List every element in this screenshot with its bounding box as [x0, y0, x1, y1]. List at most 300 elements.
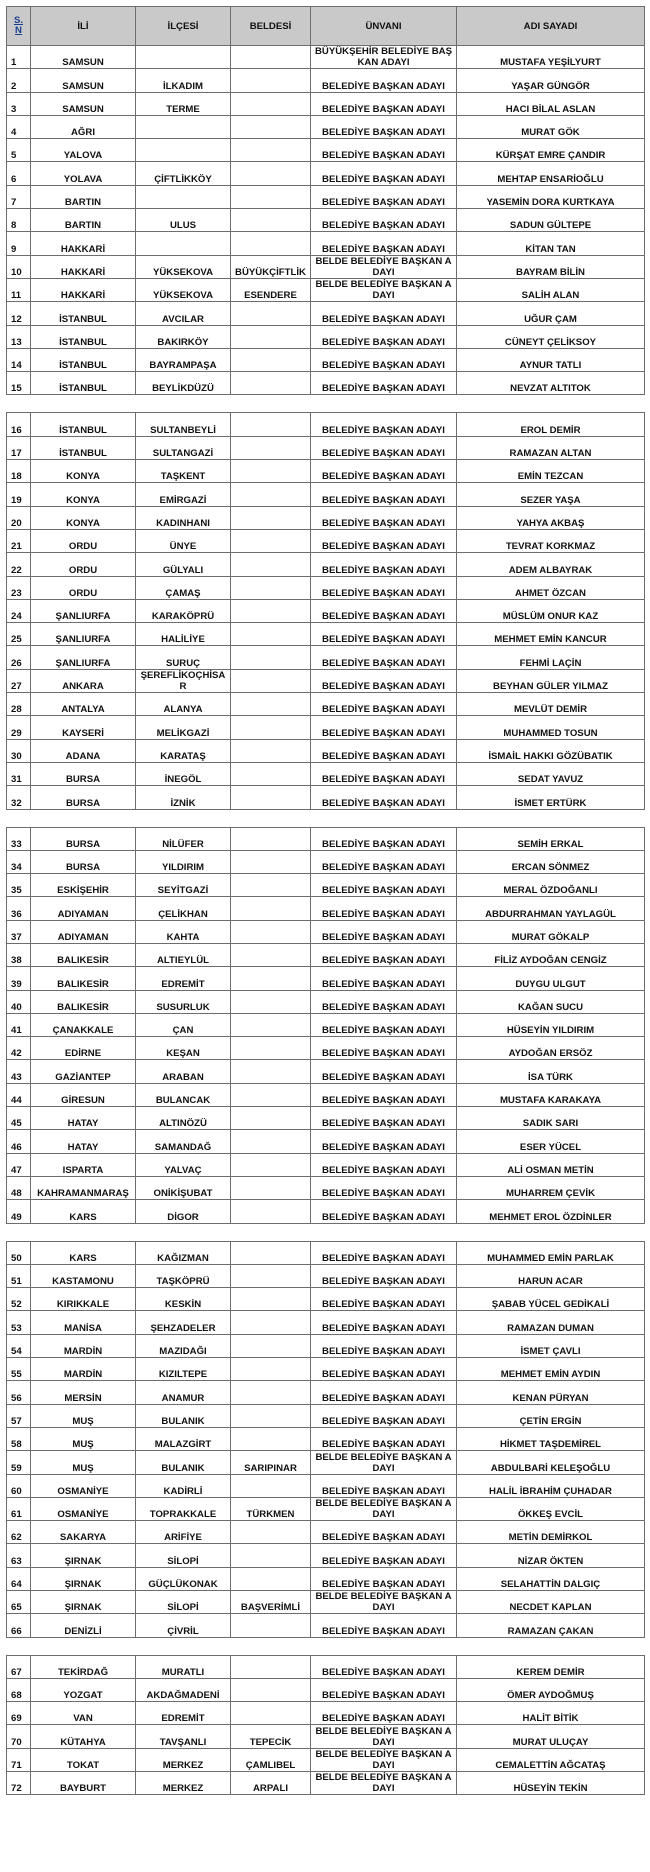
cell-il: İSTANBUL [31, 348, 136, 371]
cell-il: OSMANİYE [31, 1497, 136, 1520]
cell-il: ADANA [31, 739, 136, 762]
cell-belde [231, 1311, 311, 1334]
cell-ad: İSMET ÇAVLI [457, 1334, 645, 1357]
cell-belde [231, 460, 311, 483]
cell-ilce: KESKİN [136, 1288, 231, 1311]
cell-ilce: GÜÇLÜKONAK [136, 1567, 231, 1590]
cell-ilce: MALAZGİRT [136, 1427, 231, 1450]
cell-ad: BEYHAN GÜLER YILMAZ [457, 669, 645, 692]
cell-ad: MUSTAFA YEŞİLYURT [457, 46, 645, 69]
cell-ad: MURAT GÖKALP [457, 920, 645, 943]
cell-no: 25 [7, 623, 31, 646]
cell-ad: KEREM DEMİR [457, 1655, 645, 1678]
cell-unvan: BELEDİYE BAŞKAN ADAYI [311, 162, 457, 185]
cell-ilce: TOPRAKKALE [136, 1497, 231, 1520]
cell-belde [231, 1381, 311, 1404]
cell-no: 5 [7, 139, 31, 162]
cell-unvan: BELEDİYE BAŞKAN ADAYI [311, 348, 457, 371]
cell-il: BALIKESİR [31, 967, 136, 990]
cell-il: BALIKESİR [31, 990, 136, 1013]
cell-unvan: BELEDİYE BAŞKAN ADAYI [311, 874, 457, 897]
cell-ilce: KEŞAN [136, 1037, 231, 1060]
table-row [7, 967, 645, 990]
cell-belde [231, 1013, 311, 1036]
cell-ad: UĞUR ÇAM [457, 302, 645, 325]
cell-ad: SADUN GÜLTEPE [457, 209, 645, 232]
cell-no: 26 [7, 646, 31, 669]
cell-ilce [136, 139, 231, 162]
cell-ad: HARUN ACAR [457, 1264, 645, 1287]
cell-no: 7 [7, 185, 31, 208]
cell-belde [231, 506, 311, 529]
cell-no: 71 [7, 1748, 31, 1771]
cell-ilce: TAŞKÖPRÜ [136, 1264, 231, 1287]
header-ilce: İLÇESİ [136, 7, 231, 46]
cell-ad: EMİN TEZCAN [457, 460, 645, 483]
cell-il: MARDİN [31, 1334, 136, 1357]
table-row [7, 278, 645, 301]
cell-belde [231, 209, 311, 232]
cell-belde [231, 967, 311, 990]
cell-no: 53 [7, 1311, 31, 1334]
cell-unvan: BELDE BELEDİYE BAŞKAN ADAYI [311, 1725, 457, 1748]
cell-il: ŞANLIURFA [31, 623, 136, 646]
cell-belde [231, 1288, 311, 1311]
cell-il: HAKKARİ [31, 232, 136, 255]
header-sira-no [7, 7, 31, 46]
cell-ilce: ARABAN [136, 1060, 231, 1083]
cell-no: 10 [7, 255, 31, 278]
cell-unvan: BELEDİYE BAŞKAN ADAYI [311, 413, 457, 436]
cell-il: KONYA [31, 506, 136, 529]
table-row [7, 1772, 645, 1795]
table-row [7, 529, 645, 552]
table-row [7, 897, 645, 920]
table-row [7, 1678, 645, 1701]
cell-il: ISPARTA [31, 1153, 136, 1176]
table-row [7, 1060, 645, 1083]
cell-no: 33 [7, 827, 31, 850]
cell-no: 34 [7, 850, 31, 873]
cell-il: KAYSERİ [31, 716, 136, 739]
table-row [7, 1381, 645, 1404]
cell-ad: MUSTAFA KARAKAYA [457, 1083, 645, 1106]
cell-no: 63 [7, 1544, 31, 1567]
cell-il: TEKİRDAĞ [31, 1655, 136, 1678]
cell-ad: ADEM ALBAYRAK [457, 553, 645, 576]
cell-ilce: DİGOR [136, 1200, 231, 1223]
cell-il: BURSA [31, 850, 136, 873]
cell-belde [231, 1521, 311, 1544]
cell-il: ESKİŞEHİR [31, 874, 136, 897]
cell-unvan: BELEDİYE BAŞKAN ADAYI [311, 1334, 457, 1357]
cell-no: 8 [7, 209, 31, 232]
cell-ad: ÇETİN ERGİN [457, 1404, 645, 1427]
cell-unvan: BELDE BELEDİYE BAŞKAN ADAYI [311, 278, 457, 301]
cell-ilce: AKDAĞMADENİ [136, 1678, 231, 1701]
table-row [7, 599, 645, 622]
cell-ilce: TAŞKENT [136, 460, 231, 483]
cell-ad: ÖMER AYDOĞMUŞ [457, 1678, 645, 1701]
cell-ad: ABDURRAHMAN YAYLAGÜL [457, 897, 645, 920]
cell-ilce: YILDIRIM [136, 850, 231, 873]
cell-unvan: BELEDİYE BAŞKAN ADAYI [311, 1083, 457, 1106]
cell-il: BAYBURT [31, 1772, 136, 1795]
cell-no: 58 [7, 1427, 31, 1450]
cell-unvan: BELEDİYE BAŞKAN ADAYI [311, 1404, 457, 1427]
cell-ad: FİLİZ AYDOĞAN CENGİZ [457, 943, 645, 966]
table-row [7, 436, 645, 459]
cell-unvan: BELEDİYE BAŞKAN ADAYI [311, 483, 457, 506]
cell-unvan: BELEDİYE BAŞKAN ADAYI [311, 786, 457, 809]
cell-il: KARS [31, 1241, 136, 1264]
cell-il: İSTANBUL [31, 372, 136, 395]
cell-unvan: BELDE BELEDİYE BAŞKAN ADAYI [311, 1591, 457, 1614]
cell-il: ANKARA [31, 669, 136, 692]
cell-ilce: KADİRLİ [136, 1474, 231, 1497]
cell-belde [231, 1544, 311, 1567]
cell-ilce [136, 115, 231, 138]
table-row [7, 850, 645, 873]
table-row [7, 990, 645, 1013]
cell-il: HATAY [31, 1107, 136, 1130]
table-row [7, 162, 645, 185]
cell-ad: ABDULBARİ KELEŞOĞLU [457, 1451, 645, 1474]
cell-belde [231, 139, 311, 162]
cell-no: 66 [7, 1614, 31, 1637]
section-gap [7, 395, 645, 413]
cell-ad: MUHARREM ÇEVİK [457, 1176, 645, 1199]
cell-unvan: BELEDİYE BAŞKAN ADAYI [311, 209, 457, 232]
cell-ad: MURAT ULUÇAY [457, 1725, 645, 1748]
cell-unvan: BELEDİYE BAŞKAN ADAYI [311, 1702, 457, 1725]
cell-ad: MEHMET EMİN KANCUR [457, 623, 645, 646]
cell-il: SAMSUN [31, 69, 136, 92]
cell-ilce: ŞEHZADELER [136, 1311, 231, 1334]
cell-no: 23 [7, 576, 31, 599]
candidate-list-document [6, 6, 644, 1795]
cell-ilce: İLKADIM [136, 69, 231, 92]
table-row [7, 943, 645, 966]
cell-belde [231, 920, 311, 943]
table-row [7, 693, 645, 716]
cell-no: 68 [7, 1678, 31, 1701]
cell-belde [231, 827, 311, 850]
cell-belde: ARPALI [231, 1772, 311, 1795]
cell-belde [231, 1107, 311, 1130]
cell-belde [231, 1241, 311, 1264]
cell-belde [231, 436, 311, 459]
cell-belde [231, 529, 311, 552]
cell-ad: KİTAN TAN [457, 232, 645, 255]
cell-unvan: BELEDİYE BAŞKAN ADAYI [311, 669, 457, 692]
section-gap [7, 809, 645, 827]
cell-unvan: BELEDİYE BAŞKAN ADAYI [311, 1655, 457, 1678]
cell-ad: İSMET ERTÜRK [457, 786, 645, 809]
cell-ilce: MURATLI [136, 1655, 231, 1678]
cell-il: KARS [31, 1200, 136, 1223]
cell-ilce: ANAMUR [136, 1381, 231, 1404]
cell-no: 56 [7, 1381, 31, 1404]
cell-ilce: BULANIK [136, 1404, 231, 1427]
cell-belde [231, 850, 311, 873]
cell-il: HATAY [31, 1130, 136, 1153]
cell-ad: MUHAMMED TOSUN [457, 716, 645, 739]
cell-ad: ŞABAB YÜCEL GEDİKALİ [457, 1288, 645, 1311]
cell-ad: MUHAMMED EMİN PARLAK [457, 1241, 645, 1264]
cell-ilce: KARATAŞ [136, 739, 231, 762]
cell-belde [231, 1037, 311, 1060]
cell-il: VAN [31, 1702, 136, 1725]
cell-il: HAKKARİ [31, 255, 136, 278]
cell-no: 62 [7, 1521, 31, 1544]
cell-belde [231, 943, 311, 966]
cell-ad: YASEMİN DORA KURTKAYA [457, 185, 645, 208]
cell-no: 51 [7, 1264, 31, 1287]
cell-unvan: BELEDİYE BAŞKAN ADAYI [311, 1474, 457, 1497]
cell-belde: BAŞVERİMLİ [231, 1591, 311, 1614]
cell-ilce: İNEGÖL [136, 762, 231, 785]
cell-ad: YAHYA AKBAŞ [457, 506, 645, 529]
cell-no: 72 [7, 1772, 31, 1795]
cell-unvan: BELEDİYE BAŞKAN ADAYI [311, 302, 457, 325]
cell-belde [231, 1083, 311, 1106]
cell-no: 57 [7, 1404, 31, 1427]
cell-il: ŞIRNAK [31, 1567, 136, 1590]
table-row [7, 762, 645, 785]
cell-no: 1 [7, 46, 31, 69]
cell-belde [231, 185, 311, 208]
table-row [7, 1544, 645, 1567]
cell-no: 11 [7, 278, 31, 301]
table-row [7, 1591, 645, 1614]
cell-ilce: ARİFİYE [136, 1521, 231, 1544]
cell-ad: CÜNEYT ÇELİKSOY [457, 325, 645, 348]
cell-ad: HÜSEYİN TEKİN [457, 1772, 645, 1795]
cell-belde [231, 92, 311, 115]
cell-il: MUŞ [31, 1451, 136, 1474]
table-row [7, 506, 645, 529]
gap-cell [7, 1637, 645, 1655]
cell-il: ORDU [31, 553, 136, 576]
cell-no: 42 [7, 1037, 31, 1060]
cell-unvan: BELEDİYE BAŞKAN ADAYI [311, 739, 457, 762]
cell-ilce: SEYİTGAZİ [136, 874, 231, 897]
cell-il: YOZGAT [31, 1678, 136, 1701]
cell-belde [231, 1358, 311, 1381]
cell-no: 32 [7, 786, 31, 809]
cell-no: 6 [7, 162, 31, 185]
cell-ad: MURAT GÖK [457, 115, 645, 138]
cell-il: GİRESUN [31, 1083, 136, 1106]
cell-belde [231, 990, 311, 1013]
cell-unvan: BELEDİYE BAŞKAN ADAYI [311, 646, 457, 669]
cell-unvan: BELEDİYE BAŞKAN ADAYI [311, 1311, 457, 1334]
cell-unvan: BELEDİYE BAŞKAN ADAYI [311, 1107, 457, 1130]
table-row [7, 1200, 645, 1223]
cell-il: ÇANAKKALE [31, 1013, 136, 1036]
cell-ad: METİN DEMİRKOL [457, 1521, 645, 1544]
cell-belde: BÜYÜKÇİFTLİK [231, 255, 311, 278]
cell-no: 29 [7, 716, 31, 739]
cell-ilce: KIZILTEPE [136, 1358, 231, 1381]
cell-ilce: SUSURLUK [136, 990, 231, 1013]
table-row [7, 1404, 645, 1427]
cell-no: 41 [7, 1013, 31, 1036]
cell-ad: FEHMİ LAÇİN [457, 646, 645, 669]
table-row [7, 1725, 645, 1748]
gap-cell [7, 395, 645, 413]
cell-belde [231, 1264, 311, 1287]
cell-ilce: ŞEREFLİKOÇHİSAR [136, 669, 231, 692]
cell-belde [231, 1474, 311, 1497]
cell-il: GAZİANTEP [31, 1060, 136, 1083]
cell-no: 40 [7, 990, 31, 1013]
cell-no: 2 [7, 69, 31, 92]
cell-belde [231, 1060, 311, 1083]
cell-unvan: BELEDİYE BAŞKAN ADAYI [311, 1153, 457, 1176]
cell-il: ORDU [31, 529, 136, 552]
cell-no: 50 [7, 1241, 31, 1264]
cell-ilce: SURUÇ [136, 646, 231, 669]
cell-il: BALIKESİR [31, 943, 136, 966]
table-row [7, 92, 645, 115]
cell-belde [231, 1130, 311, 1153]
table-row [7, 483, 645, 506]
cell-no: 49 [7, 1200, 31, 1223]
cell-il: AĞRI [31, 115, 136, 138]
cell-ilce: ÇİVRİL [136, 1614, 231, 1637]
cell-ilce: KAHTA [136, 920, 231, 943]
cell-ad: MÜSLÜM ONUR KAZ [457, 599, 645, 622]
cell-belde [231, 1334, 311, 1357]
cell-il: ADIYAMAN [31, 897, 136, 920]
table-row [7, 1311, 645, 1334]
table-row [7, 646, 645, 669]
cell-il: SAKARYA [31, 1521, 136, 1544]
cell-belde [231, 1567, 311, 1590]
table-row [7, 1451, 645, 1474]
cell-unvan: BELEDİYE BAŞKAN ADAYI [311, 576, 457, 599]
cell-belde [231, 325, 311, 348]
cell-ilce: KADINHANI [136, 506, 231, 529]
table-row [7, 413, 645, 436]
cell-il: ŞIRNAK [31, 1591, 136, 1614]
cell-ilce: ÇELİKHAN [136, 897, 231, 920]
cell-unvan: BELEDİYE BAŞKAN ADAYI [311, 1427, 457, 1450]
table-row [7, 1614, 645, 1637]
cell-belde: ESENDERE [231, 278, 311, 301]
cell-no: 17 [7, 436, 31, 459]
table-row [7, 874, 645, 897]
cell-no: 44 [7, 1083, 31, 1106]
cell-no: 28 [7, 693, 31, 716]
cell-ad: MEHMET EMİN AYDIN [457, 1358, 645, 1381]
cell-ilce: ALTIEYLÜL [136, 943, 231, 966]
cell-il: SAMSUN [31, 92, 136, 115]
table-body [7, 46, 645, 1795]
cell-belde [231, 669, 311, 692]
cell-ilce: BEYLİKDÜZÜ [136, 372, 231, 395]
cell-ad: ÖKKEŞ EVCİL [457, 1497, 645, 1520]
cell-belde [231, 623, 311, 646]
cell-belde [231, 874, 311, 897]
cell-il: ANTALYA [31, 693, 136, 716]
cell-no: 45 [7, 1107, 31, 1130]
cell-ad: SALİH ALAN [457, 278, 645, 301]
cell-ilce: SULTANBEYLİ [136, 413, 231, 436]
cell-no: 12 [7, 302, 31, 325]
table-row [7, 576, 645, 599]
cell-belde [231, 1678, 311, 1701]
cell-il: HAKKARİ [31, 278, 136, 301]
cell-ad: YAŞAR GÜNGÖR [457, 69, 645, 92]
cell-ilce: SAMANDAĞ [136, 1130, 231, 1153]
cell-il: EDİRNE [31, 1037, 136, 1060]
cell-belde [231, 162, 311, 185]
cell-ilce: EDREMİT [136, 1702, 231, 1725]
cell-belde [231, 348, 311, 371]
cell-no: 30 [7, 739, 31, 762]
cell-no: 18 [7, 460, 31, 483]
cell-ad: SEDAT YAVUZ [457, 762, 645, 785]
cell-ilce: GÜLYALI [136, 553, 231, 576]
cell-belde [231, 115, 311, 138]
cell-ad: ERCAN SÖNMEZ [457, 850, 645, 873]
cell-ilce [136, 46, 231, 69]
cell-unvan: BELEDİYE BAŞKAN ADAYI [311, 716, 457, 739]
cell-unvan: BELEDİYE BAŞKAN ADAYI [311, 1358, 457, 1381]
cell-no: 21 [7, 529, 31, 552]
cell-il: BURSA [31, 762, 136, 785]
cell-unvan: BELEDİYE BAŞKAN ADAYI [311, 1567, 457, 1590]
cell-unvan: BELEDİYE BAŞKAN ADAYI [311, 115, 457, 138]
cell-ilce: BAKIRKÖY [136, 325, 231, 348]
cell-ilce: MERKEZ [136, 1748, 231, 1771]
cell-belde [231, 232, 311, 255]
cell-no: 70 [7, 1725, 31, 1748]
cell-no: 38 [7, 943, 31, 966]
cell-il: BURSA [31, 786, 136, 809]
cell-no: 16 [7, 413, 31, 436]
cell-unvan: BELEDİYE BAŞKAN ADAYI [311, 139, 457, 162]
table-row [7, 372, 645, 395]
cell-unvan: BELEDİYE BAŞKAN ADAYI [311, 1013, 457, 1036]
cell-unvan: BELEDİYE BAŞKAN ADAYI [311, 1176, 457, 1199]
table-row [7, 69, 645, 92]
cell-no: 65 [7, 1591, 31, 1614]
cell-belde: SARIPINAR [231, 1451, 311, 1474]
cell-ad: HİKMET TAŞDEMİREL [457, 1427, 645, 1450]
cell-il: ORDU [31, 576, 136, 599]
cell-belde [231, 1702, 311, 1725]
table-row [7, 185, 645, 208]
cell-belde [231, 302, 311, 325]
cell-no: 52 [7, 1288, 31, 1311]
cell-unvan: BELEDİYE BAŞKAN ADAYI [311, 1037, 457, 1060]
cell-ilce [136, 232, 231, 255]
cell-no: 36 [7, 897, 31, 920]
table-row [7, 1153, 645, 1176]
cell-ad: AYDOĞAN ERSÖZ [457, 1037, 645, 1060]
cell-unvan: BELEDİYE BAŞKAN ADAYI [311, 1678, 457, 1701]
table-row [7, 1288, 645, 1311]
cell-il: KONYA [31, 483, 136, 506]
cell-belde: TÜRKMEN [231, 1497, 311, 1520]
cell-unvan: BELEDİYE BAŞKAN ADAYI [311, 325, 457, 348]
cell-ad: DUYGU ULGUT [457, 967, 645, 990]
cell-unvan: BELEDİYE BAŞKAN ADAYI [311, 827, 457, 850]
